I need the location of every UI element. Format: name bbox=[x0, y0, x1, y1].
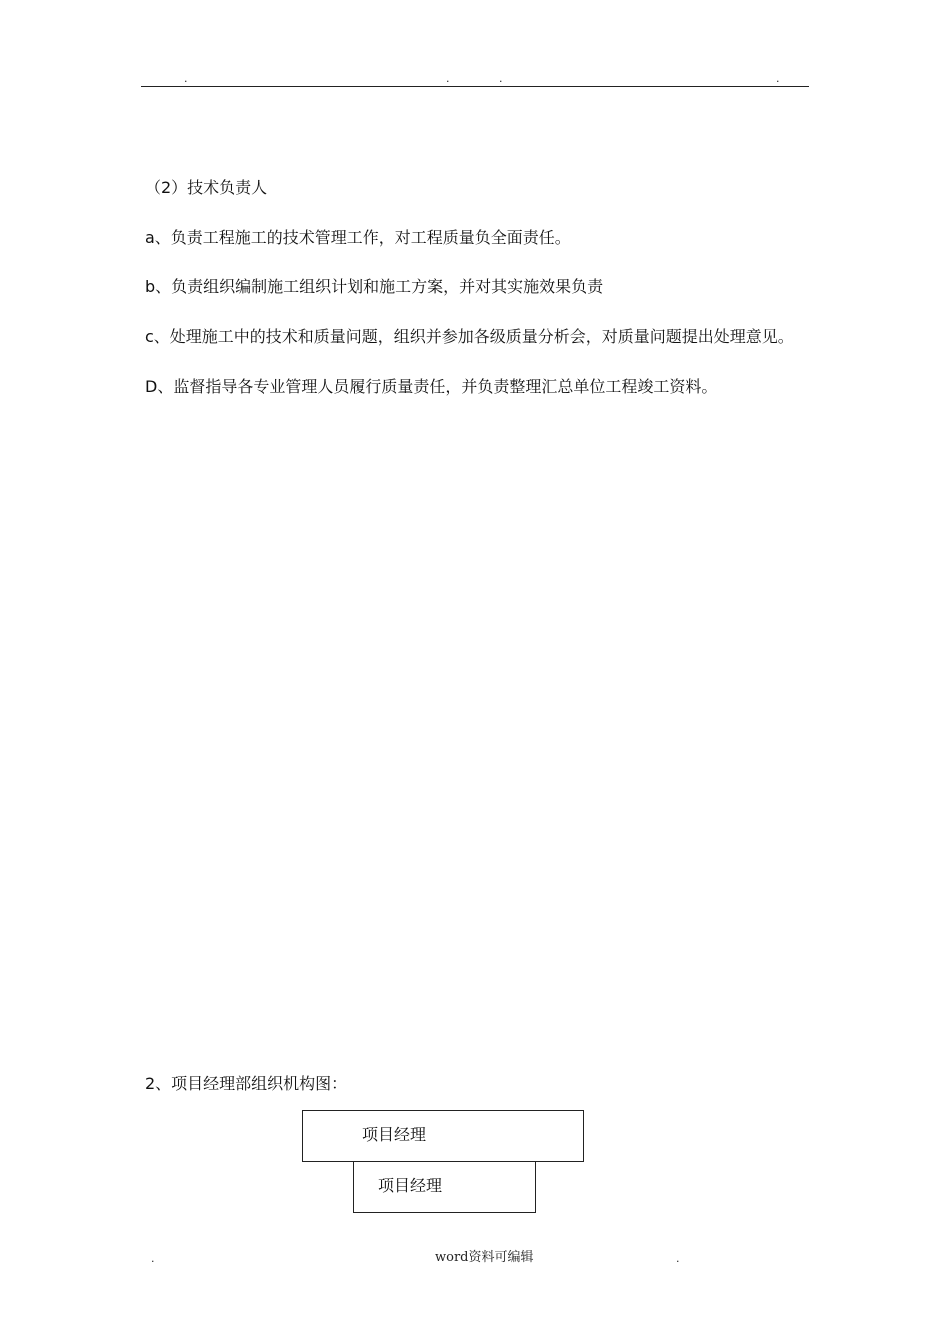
org-box-project-manager-secondary bbox=[353, 1161, 536, 1213]
responsibility-item-c: c、处理施工中的技术和质量问题，组织并参加各级质量分析会，对质量问题提出处理意见。 bbox=[145, 327, 794, 346]
footer-right-dot: . bbox=[676, 1252, 680, 1265]
header-dot: . bbox=[499, 72, 503, 85]
responsibility-item-d: D、监督指导各专业管理人员履行质量责任，并负责整理汇总单位工程竣工资料。 bbox=[145, 377, 718, 396]
header-rule bbox=[141, 86, 809, 87]
footer-text: word资料可编辑 bbox=[435, 1250, 534, 1265]
header-dot: . bbox=[776, 72, 780, 85]
footer-left-dot: . bbox=[151, 1252, 155, 1265]
header-dot: . bbox=[446, 72, 450, 85]
header-dot: . bbox=[184, 72, 188, 85]
org-chart-title: 2、项目经理部组织机构图： bbox=[145, 1074, 348, 1093]
responsibility-item-a: a、负责工程施工的技术管理工作，对工程质量负全面责任。 bbox=[145, 228, 571, 247]
responsibility-item-b: b、负责组织编制施工组织计划和施工方案，并对其实施效果负责 bbox=[145, 277, 604, 296]
org-box-project-manager bbox=[302, 1110, 584, 1162]
section-heading: （2）技术负责人 bbox=[145, 178, 268, 197]
org-box-label: 项目经理 bbox=[378, 1176, 443, 1195]
org-box-label: 项目经理 bbox=[362, 1125, 427, 1144]
